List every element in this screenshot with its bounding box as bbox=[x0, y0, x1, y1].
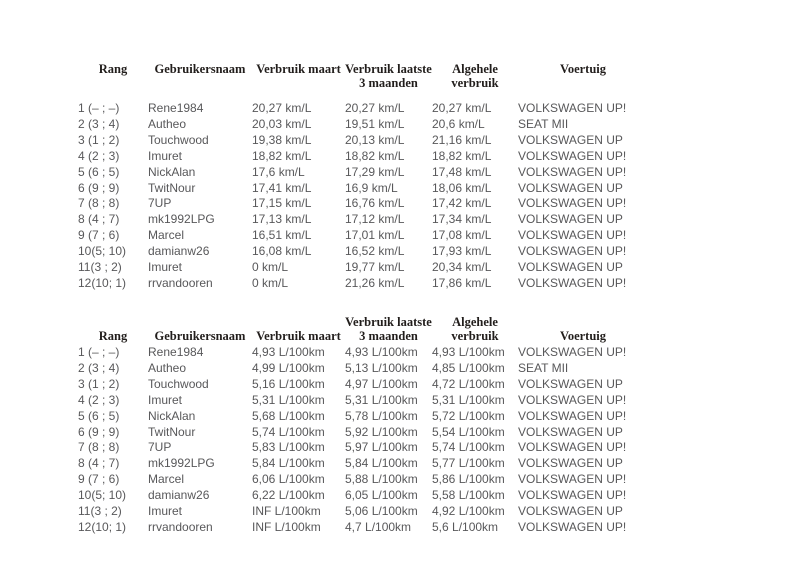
cell-overall: 5,74 L/100km bbox=[432, 440, 505, 455]
cell-last3: 17,29 km/L bbox=[345, 164, 405, 179]
column-header-rang bbox=[78, 63, 148, 101]
cell-user: rrvandooren bbox=[148, 519, 213, 534]
header-row bbox=[78, 316, 648, 345]
cell-user: Imuret bbox=[148, 148, 183, 163]
cell-vehicle: VOLKSWAGEN UP! bbox=[518, 519, 627, 534]
column-header-line2: verbruik bbox=[451, 75, 499, 90]
cell-last3: 19,77 km/L bbox=[345, 260, 405, 275]
cell-vehicle: VOLKSWAGEN UP! bbox=[518, 148, 627, 163]
cell-rang: 10(5; 10) bbox=[78, 244, 127, 259]
cell-month: 5,83 L/100km bbox=[252, 440, 325, 455]
cell-rang: 1 (– ; –) bbox=[78, 101, 120, 115]
cell-overall: 5,58 L/100km bbox=[432, 488, 505, 503]
table-row bbox=[78, 377, 648, 393]
column-header-vehicle bbox=[518, 316, 648, 345]
cell-month: 0 km/L bbox=[252, 260, 289, 275]
cell-rang: 3 (1 ; 2) bbox=[78, 376, 120, 391]
table-header bbox=[78, 316, 648, 345]
table-row bbox=[78, 228, 648, 244]
cell-rang: 8 (4 ; 7) bbox=[78, 212, 120, 227]
cell-overall: 4,93 L/100km bbox=[432, 345, 505, 359]
column-header-line2: 3 maanden bbox=[359, 328, 418, 343]
cell-overall: 17,34 km/L bbox=[432, 212, 492, 227]
cell-vehicle: VOLKSWAGEN UP! bbox=[518, 196, 627, 211]
cell-user: Marcel bbox=[148, 228, 185, 243]
cell-month: 17,6 km/L bbox=[252, 164, 305, 179]
cell-month: 17,41 km/L bbox=[252, 180, 312, 195]
column-header-user bbox=[148, 63, 252, 101]
column-header-line1: Voertuig bbox=[559, 62, 607, 76]
cell-month: 19,38 km/L bbox=[252, 132, 312, 147]
column-header-line1: Rang bbox=[98, 62, 128, 76]
cell-month: 16,51 km/L bbox=[252, 228, 312, 243]
header-row bbox=[78, 63, 648, 101]
cell-rang: 2 (3 ; 4) bbox=[78, 116, 120, 131]
cell-last3: 16,76 km/L bbox=[345, 196, 405, 211]
table-row bbox=[78, 101, 648, 117]
cell-overall: 5,77 L/100km bbox=[432, 456, 505, 471]
cell-month: 5,74 L/100km bbox=[252, 424, 325, 439]
column-header-line1: Verbruik laatste bbox=[345, 62, 432, 76]
cell-vehicle: VOLKSWAGEN UP bbox=[518, 180, 623, 195]
cell-rang: 3 (1 ; 2) bbox=[78, 132, 120, 147]
column-header-line1: Algehele bbox=[452, 315, 498, 329]
column-header-user bbox=[148, 316, 252, 345]
cell-vehicle: VOLKSWAGEN UP! bbox=[518, 345, 627, 359]
table-row bbox=[78, 345, 648, 361]
column-header-month bbox=[252, 316, 345, 345]
cell-month: INF L/100km bbox=[252, 504, 321, 519]
cell-last3: 19,51 km/L bbox=[345, 116, 405, 131]
table-row bbox=[78, 409, 648, 425]
cell-user: 7UP bbox=[148, 196, 172, 211]
column-header-last3 bbox=[345, 63, 432, 101]
table-row bbox=[78, 472, 648, 488]
cell-overall: 18,06 km/L bbox=[432, 180, 492, 195]
cell-rang: 10(5; 10) bbox=[78, 488, 127, 503]
column-header-line1: Gebruikersnaam bbox=[154, 328, 246, 343]
table-row bbox=[78, 165, 648, 181]
cell-month: 17,15 km/L bbox=[252, 196, 312, 211]
cell-rang: 4 (2 ; 3) bbox=[78, 392, 120, 407]
table-body bbox=[78, 345, 648, 536]
cell-last3: 16,9 km/L bbox=[345, 180, 398, 195]
cell-last3: 5,13 L/100km bbox=[345, 360, 418, 375]
cell-user: Imuret bbox=[148, 392, 183, 407]
column-header-line1: Voertuig bbox=[559, 328, 607, 343]
table-header bbox=[78, 63, 648, 101]
cell-vehicle: VOLKSWAGEN UP! bbox=[518, 101, 627, 115]
table-row bbox=[78, 520, 648, 536]
cell-overall: 20,27 km/L bbox=[432, 101, 492, 115]
cell-vehicle: VOLKSWAGEN UP bbox=[518, 504, 623, 519]
cell-vehicle: VOLKSWAGEN UP! bbox=[518, 488, 627, 503]
column-header-line1: Verbruik maart bbox=[256, 62, 341, 76]
cell-last3: 5,78 L/100km bbox=[345, 408, 418, 423]
cell-overall: 5,6 L/100km bbox=[432, 519, 499, 534]
cell-user: Touchwood bbox=[148, 376, 209, 391]
column-header-last3 bbox=[345, 316, 432, 345]
cell-vehicle: SEAT MII bbox=[518, 116, 569, 131]
table-row bbox=[78, 149, 648, 165]
cell-vehicle: VOLKSWAGEN UP bbox=[518, 376, 623, 391]
cell-overall: 21,16 km/L bbox=[432, 132, 492, 147]
cell-rang: 11(3 ; 2) bbox=[78, 260, 122, 275]
cell-vehicle: VOLKSWAGEN UP bbox=[518, 260, 623, 275]
cell-month: 6,22 L/100km bbox=[252, 488, 325, 503]
cell-vehicle: VOLKSWAGEN UP bbox=[518, 456, 623, 471]
cell-user: damianw26 bbox=[148, 244, 210, 259]
cell-vehicle: VOLKSWAGEN UP! bbox=[518, 472, 627, 487]
cell-month: 18,82 km/L bbox=[252, 148, 312, 163]
cell-last3: 17,01 km/L bbox=[345, 228, 405, 243]
cell-overall: 20,6 km/L bbox=[432, 116, 485, 131]
cell-overall: 17,08 km/L bbox=[432, 228, 492, 243]
cell-rang: 5 (6 ; 5) bbox=[78, 164, 120, 179]
cell-vehicle: VOLKSWAGEN UP! bbox=[518, 392, 627, 407]
column-header-line1: Verbruik maart bbox=[256, 328, 341, 343]
column-header-line1: Verbruik laatste bbox=[345, 315, 432, 329]
cell-month: 0 km/L bbox=[252, 275, 289, 290]
cell-user: Imuret bbox=[148, 504, 183, 519]
cell-overall: 18,82 km/L bbox=[432, 148, 492, 163]
ranking-table-km-per-l bbox=[78, 63, 648, 292]
cell-overall: 4,92 L/100km bbox=[432, 504, 505, 519]
cell-last3: 6,05 L/100km bbox=[345, 488, 418, 503]
cell-last3: 4,7 L/100km bbox=[345, 519, 412, 534]
column-header-overall bbox=[432, 63, 518, 101]
cell-user: Rene1984 bbox=[148, 345, 204, 359]
cell-last3: 4,93 L/100km bbox=[345, 345, 418, 359]
cell-month: 5,31 L/100km bbox=[252, 392, 325, 407]
column-header-line1: Algehele bbox=[452, 62, 498, 76]
cell-user: Imuret bbox=[148, 260, 183, 275]
column-header-line1: Gebruikersnaam bbox=[154, 62, 246, 76]
cell-overall: 5,54 L/100km bbox=[432, 424, 505, 439]
ranking-table-l-per-100km bbox=[78, 316, 648, 536]
cell-month: 4,99 L/100km bbox=[252, 360, 325, 375]
cell-month: 5,68 L/100km bbox=[252, 408, 325, 423]
cell-overall: 17,93 km/L bbox=[432, 244, 492, 259]
column-header-line1: Rang bbox=[98, 328, 128, 343]
cell-vehicle: VOLKSWAGEN UP! bbox=[518, 164, 627, 179]
cell-vehicle: VOLKSWAGEN UP bbox=[518, 212, 623, 227]
cell-overall: 17,42 km/L bbox=[432, 196, 492, 211]
cell-user: rrvandooren bbox=[148, 275, 213, 290]
cell-rang: 11(3 ; 2) bbox=[78, 504, 122, 519]
cell-rang: 7 (8 ; 8) bbox=[78, 196, 120, 211]
cell-vehicle: VOLKSWAGEN UP! bbox=[518, 228, 627, 243]
cell-last3: 17,12 km/L bbox=[345, 212, 405, 227]
cell-rang: 4 (2 ; 3) bbox=[78, 148, 120, 163]
table-row bbox=[78, 425, 648, 441]
cell-last3: 18,82 km/L bbox=[345, 148, 405, 163]
column-header-rang bbox=[78, 316, 148, 345]
table-row bbox=[78, 488, 648, 504]
cell-overall: 5,86 L/100km bbox=[432, 472, 505, 487]
column-header-overall bbox=[432, 316, 518, 345]
cell-month: 4,93 L/100km bbox=[252, 345, 325, 359]
cell-month: 5,16 L/100km bbox=[252, 376, 325, 391]
cell-last3: 4,97 L/100km bbox=[345, 376, 418, 391]
cell-rang: 9 (7 ; 6) bbox=[78, 228, 120, 243]
cell-last3: 5,84 L/100km bbox=[345, 456, 418, 471]
cell-user: mk1992LPG bbox=[148, 212, 215, 227]
cell-last3: 5,92 L/100km bbox=[345, 424, 418, 439]
table-row bbox=[78, 440, 648, 456]
cell-overall: 20,34 km/L bbox=[432, 260, 492, 275]
cell-user: Marcel bbox=[148, 472, 185, 487]
cell-overall: 17,86 km/L bbox=[432, 275, 492, 290]
table-row bbox=[78, 117, 648, 133]
cell-user: 7UP bbox=[148, 440, 172, 455]
cell-vehicle: VOLKSWAGEN UP! bbox=[518, 244, 627, 259]
cell-user: Rene1984 bbox=[148, 101, 204, 115]
table-row bbox=[78, 393, 648, 409]
table-body bbox=[78, 101, 648, 292]
cell-rang: 7 (8 ; 8) bbox=[78, 440, 120, 455]
cell-last3: 21,26 km/L bbox=[345, 275, 405, 290]
cell-month: 5,84 L/100km bbox=[252, 456, 325, 471]
cell-user: Autheo bbox=[148, 360, 187, 375]
table-row bbox=[78, 361, 648, 377]
table-row bbox=[78, 212, 648, 228]
table-row bbox=[78, 181, 648, 197]
cell-vehicle: VOLKSWAGEN UP! bbox=[518, 275, 627, 290]
cell-user: TwitNour bbox=[148, 180, 196, 195]
cell-month: INF L/100km bbox=[252, 519, 321, 534]
cell-rang: 1 (– ; –) bbox=[78, 345, 120, 359]
cell-user: NickAlan bbox=[148, 408, 196, 423]
cell-overall: 5,72 L/100km bbox=[432, 408, 505, 423]
cell-overall: 4,85 L/100km bbox=[432, 360, 505, 375]
cell-user: Autheo bbox=[148, 116, 187, 131]
cell-rang: 6 (9 ; 9) bbox=[78, 180, 120, 195]
cell-month: 20,03 km/L bbox=[252, 116, 312, 131]
cell-last3: 16,52 km/L bbox=[345, 244, 405, 259]
column-header-line2: 3 maanden bbox=[359, 75, 418, 90]
cell-last3: 20,27 km/L bbox=[345, 101, 405, 115]
cell-user: TwitNour bbox=[148, 424, 196, 439]
cell-month: 17,13 km/L bbox=[252, 212, 312, 227]
cell-user: damianw26 bbox=[148, 488, 210, 503]
cell-month: 20,27 km/L bbox=[252, 101, 312, 115]
column-header-line2: verbruik bbox=[451, 328, 499, 343]
cell-rang: 5 (6 ; 5) bbox=[78, 408, 120, 423]
cell-rang: 9 (7 ; 6) bbox=[78, 472, 120, 487]
cell-user: NickAlan bbox=[148, 164, 196, 179]
cell-month: 16,08 km/L bbox=[252, 244, 312, 259]
table-row bbox=[78, 456, 648, 472]
cell-vehicle: VOLKSWAGEN UP! bbox=[518, 408, 627, 423]
cell-rang: 6 (9 ; 9) bbox=[78, 424, 120, 439]
cell-overall: 5,31 L/100km bbox=[432, 392, 505, 407]
table-row bbox=[78, 244, 648, 260]
cell-vehicle: VOLKSWAGEN UP! bbox=[518, 440, 627, 455]
cell-month: 6,06 L/100km bbox=[252, 472, 325, 487]
table-row bbox=[78, 133, 648, 149]
cell-last3: 5,31 L/100km bbox=[345, 392, 418, 407]
cell-overall: 17,48 km/L bbox=[432, 164, 492, 179]
column-header-month bbox=[252, 63, 345, 101]
cell-vehicle: VOLKSWAGEN UP bbox=[518, 424, 623, 439]
table-row bbox=[78, 504, 648, 520]
cell-rang: 2 (3 ; 4) bbox=[78, 360, 120, 375]
table-row bbox=[78, 276, 648, 292]
column-header-vehicle bbox=[518, 63, 648, 101]
cell-rang: 8 (4 ; 7) bbox=[78, 456, 120, 471]
cell-vehicle: VOLKSWAGEN UP bbox=[518, 132, 623, 147]
cell-last3: 20,13 km/L bbox=[345, 132, 405, 147]
cell-last3: 5,88 L/100km bbox=[345, 472, 418, 487]
cell-rang: 12(10; 1) bbox=[78, 519, 127, 534]
table-row bbox=[78, 196, 648, 212]
cell-rang: 12(10; 1) bbox=[78, 275, 127, 290]
cell-user: mk1992LPG bbox=[148, 456, 215, 471]
table-row bbox=[78, 260, 648, 276]
cell-last3: 5,97 L/100km bbox=[345, 440, 418, 455]
cell-overall: 4,72 L/100km bbox=[432, 376, 505, 391]
cell-vehicle: SEAT MII bbox=[518, 360, 569, 375]
cell-last3: 5,06 L/100km bbox=[345, 504, 418, 519]
cell-user: Touchwood bbox=[148, 132, 209, 147]
